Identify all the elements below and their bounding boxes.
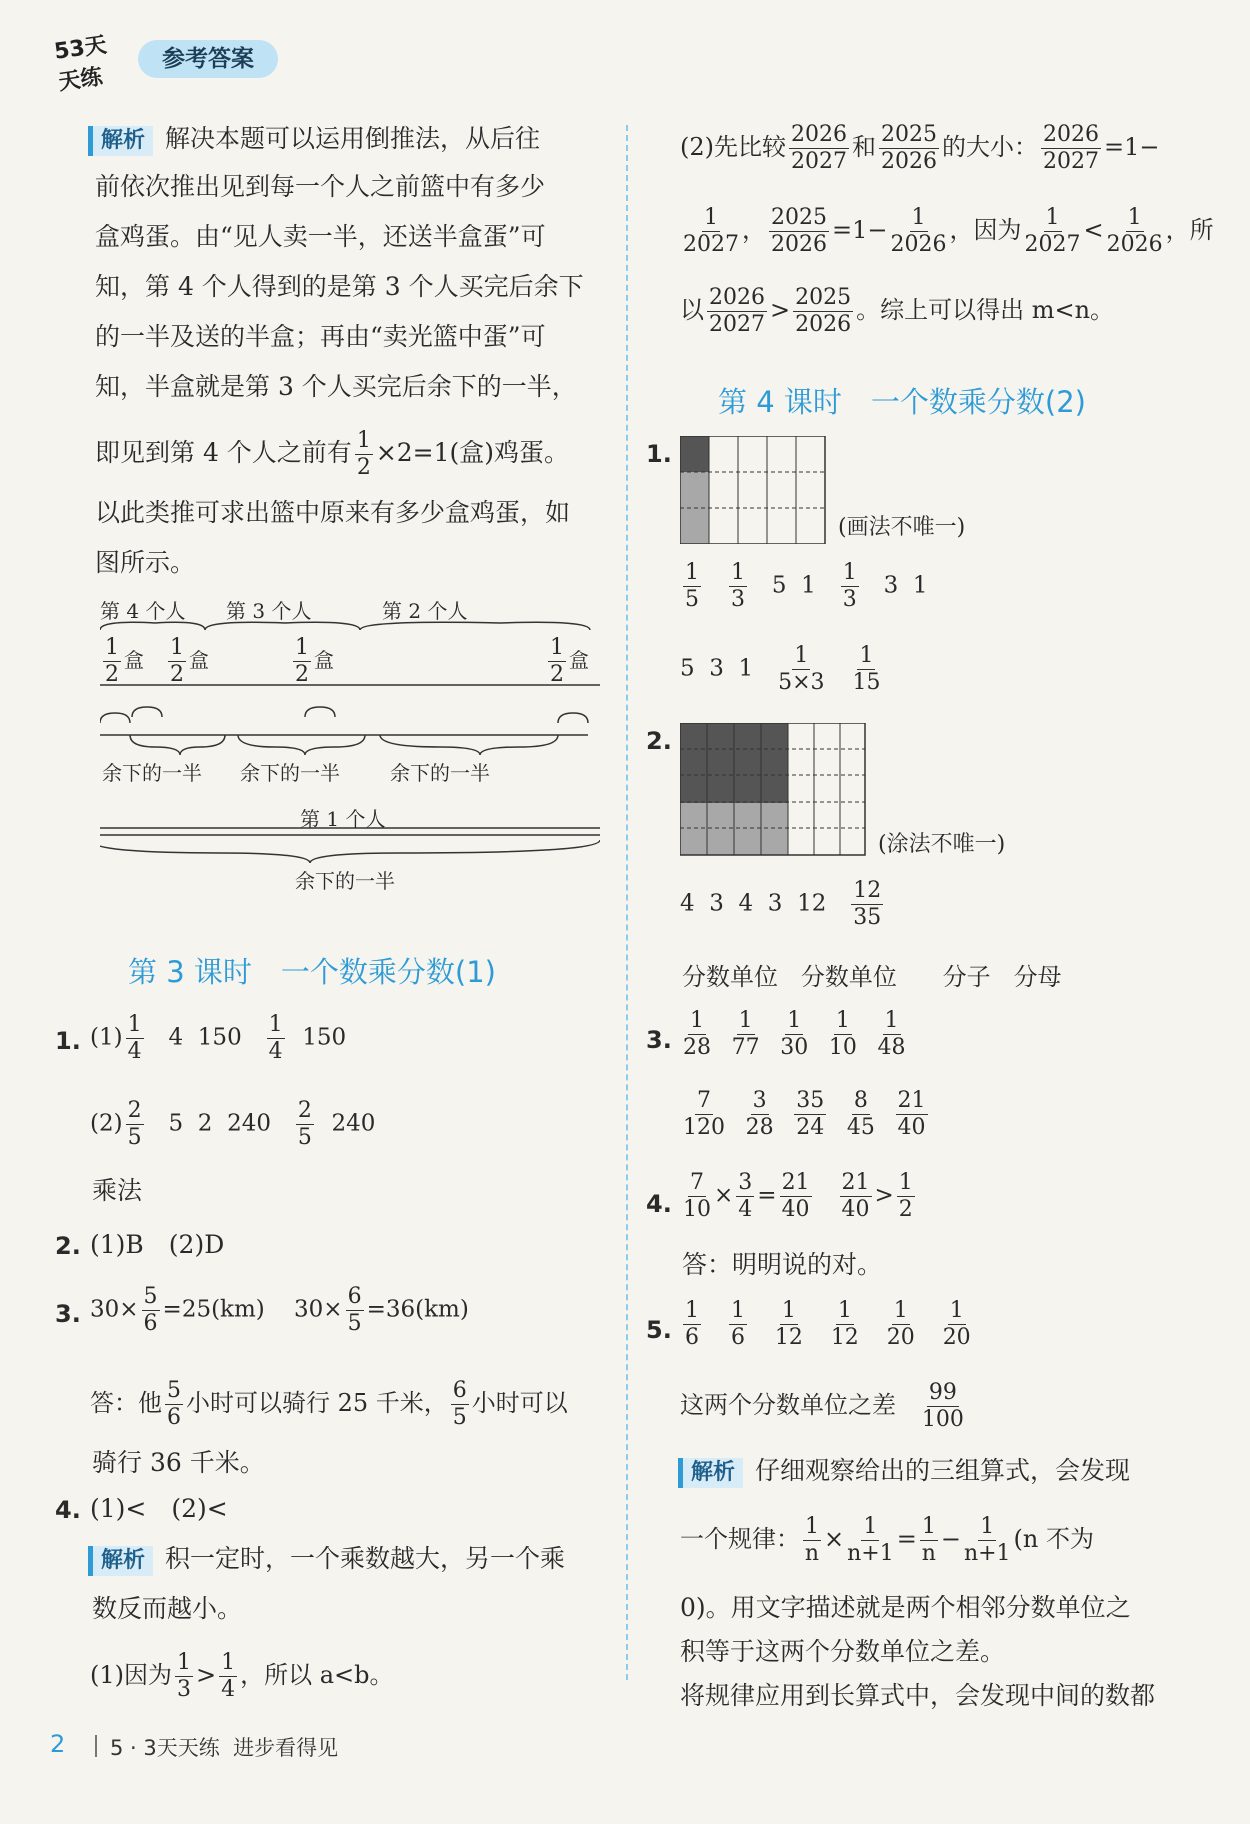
text-line: 答：明明说的对。 (682, 1250, 883, 1279)
text-line: 以此类推可求出篮中原来有多少盒鸡蛋，如 (95, 498, 571, 527)
footer-divider (95, 1735, 97, 1757)
remain-label: 余下的一半 (390, 761, 490, 785)
text-line: 积等于这两个分数单位之差。 (680, 1637, 1006, 1666)
jiexi-tag: 解析 (88, 1546, 153, 1576)
question-number: 1. (55, 1027, 81, 1055)
r-q4-eq: $\frac{7}{10}$ × $\frac{3}{4}$ = $\frac{21}{40}$ $\frac{21}{40}$ > $\frac{1}{2}$ (683, 1170, 913, 1222)
remain-label: 余下的一半 (240, 761, 340, 785)
note: (画法不唯一) (838, 515, 966, 540)
text-line: 知，第 4 个人得到的是第 3 个人买完后余下 (95, 272, 584, 301)
column-divider (626, 125, 628, 1680)
r-q1-row2: 5 3 1 $\frac{1}{5\times 3}$ $\frac{1}{15}$ (680, 643, 881, 695)
person-label: 第 4 个人 (100, 599, 186, 623)
text-line: 知，半盒就是第 3 个人买完后余下的一半， (95, 372, 577, 401)
r-q5-row: $\frac{1}{6}$ $\frac{1}{6}$ $\frac{1}{12}$ $\frac{1}{12}$ $\frac{1}{20}$ $\frac{1}{20}$ (685, 1298, 971, 1350)
jiexi-tag: 解析 (678, 1458, 743, 1488)
text-line: 0)。用文字描述就是两个相邻分数单位之 (680, 1593, 1131, 1622)
egg-diagram: 第 4 个人 第 3 个人 第 2 个人 $\frac{1}{2}$ 盒 $\frac{1}{2}$ 盒 $\frac{1}{2}$ 盒 $\frac{1}{2}$ 盒 余下的一半 余下的一半 余下的一半 第 1 个人 余下的一半 (100, 595, 600, 915)
jiexi-tag: 解析 (88, 126, 153, 156)
q3-row: 30× $\frac{5}{6}$ =25(km) 30× $\frac{6}{5}$ =36(km) (90, 1284, 469, 1336)
person-label: 第 2 个人 (382, 599, 468, 623)
section-title-4: 第 4 课时 一个数乘分数(2) (718, 385, 1086, 419)
text-line: 即见到第 4 个人之前有 $\frac{1}{2}$ ×2=1(盒)鸡蛋。 (95, 428, 570, 480)
answer-badge: 参考答案 (138, 40, 278, 78)
q4-b: (1)因为 $\frac{1}{3}$ > $\frac{1}{4}$ ，所以 a<b。 (90, 1650, 394, 1702)
question-number: 2. (55, 1232, 81, 1260)
r-q3-row2: $\frac{7}{120}$ $\frac{3}{28}$ $\frac{35}{24}$ $\frac{8}{45}$ $\frac{21}{40}$ (683, 1088, 926, 1140)
person-label: 第 1 个人 (300, 807, 386, 831)
question-number: 2. (646, 727, 672, 755)
text-line: (1)B (2)D (90, 1230, 225, 1259)
r-q2-row2: 分数单位 分数单位 分子 分母 (682, 963, 1062, 991)
r-top-3: 以 $\frac{2026}{2027}$ > $\frac{2025}{2026}$ 。综上可以得出 m<n。 (680, 285, 1115, 337)
q3-answer: 答：他 $\frac{5}{6}$ 小时可以骑行 25 千米， $\frac{6}{5}$ 小时可以 (90, 1378, 568, 1430)
text-line: 骑行 36 千米。 (92, 1448, 265, 1477)
r-q5-diff: 这两个分数单位之差 $\frac{99}{100}$ (680, 1380, 964, 1432)
person-label: 第 3 个人 (226, 599, 312, 623)
r-jx-formula: 一个规律： $\frac{1}{n}$ × $\frac{1}{n+1}$ = $\frac{1}{n}$ − $\frac{1}{n+1}$ (n 不为 (680, 1514, 1094, 1566)
grid-figure-1 (680, 436, 830, 544)
r-top-2: $\frac{1}{2027}$ ， $\frac{2025}{2026}$ =1− $\frac{1}{2026}$ ，因为 $\frac{1}{2027}$ < $\frac{1}{2026}$ ，所 (683, 205, 1214, 257)
remain-label: 余下的一半 (102, 761, 202, 785)
jiexi-block-1: 解析 解决本题可以运用倒推法，从后往 (88, 124, 540, 156)
question-number: 3. (646, 1026, 672, 1054)
q1-row-b: (2) $\frac{2}{5}$ 5 2 240 $\frac{2}{5}$ 240 (90, 1098, 376, 1150)
text-line: 前依次推出见到每一个人之前篮中有多少 (95, 172, 546, 201)
q1-row-a: (1) $\frac{1}{4}$ 4 150 $\frac{1}{4}$ 150 (90, 1012, 347, 1064)
question-number: 4. (646, 1190, 672, 1218)
text-line: (1)< (2)< (90, 1494, 228, 1523)
remain-label: 余下的一半 (295, 869, 395, 893)
question-number: 3. (55, 1300, 81, 1328)
r-top-1: (2)先比较 $\frac{2026}{2027}$ 和 $\frac{2025}{2026}$ 的大小： $\frac{2026}{2027}$ =1− (680, 122, 1160, 174)
section-title-3: 第 3 课时 一个数乘分数(1) (128, 955, 496, 989)
text-line: 数反而越小。 (92, 1594, 243, 1623)
grid-figure-2 (680, 723, 870, 857)
question-number: 4. (55, 1496, 81, 1524)
logo: 53天天练 (52, 32, 109, 96)
note: (涂法不唯一) (878, 832, 1006, 857)
r-q3-row1: $\frac{1}{28}$ $\frac{1}{77}$ $\frac{1}{30}$ $\frac{1}{10}$ $\frac{1}{48}$ (683, 1008, 906, 1060)
r-q2-row1: 4 3 4 3 12 $\frac{12}{35}$ (680, 878, 882, 930)
text-line: 的一半及送的半盒；再由“卖光篮中蛋”可 (95, 322, 546, 351)
jiexi-block-3: 解析 仔细观察给出的三组算式，会发现 (678, 1456, 1130, 1488)
question-number: 5. (646, 1316, 672, 1344)
question-number: 1. (646, 440, 672, 468)
jiexi-block-2: 解析 积一定时，一个乘数越大，另一个乘 (88, 1544, 565, 1576)
footer-title: 5 · 3天天练 进步看得见 (110, 1736, 339, 1760)
text-line: 将规律应用到长算式中，会发现中间的数都 (680, 1681, 1156, 1710)
text-line: 乘法 (92, 1176, 143, 1205)
text-line: 图所示。 (95, 548, 196, 577)
text-line: 盒鸡蛋。由“见人卖一半，还送半盒蛋”可 (95, 222, 546, 251)
page-number: 2 (50, 1730, 66, 1758)
r-q1-row1: $\frac{1}{5}$ $\frac{1}{3}$ 5 1 $\frac{1}{3}$ 3 1 (685, 560, 928, 612)
